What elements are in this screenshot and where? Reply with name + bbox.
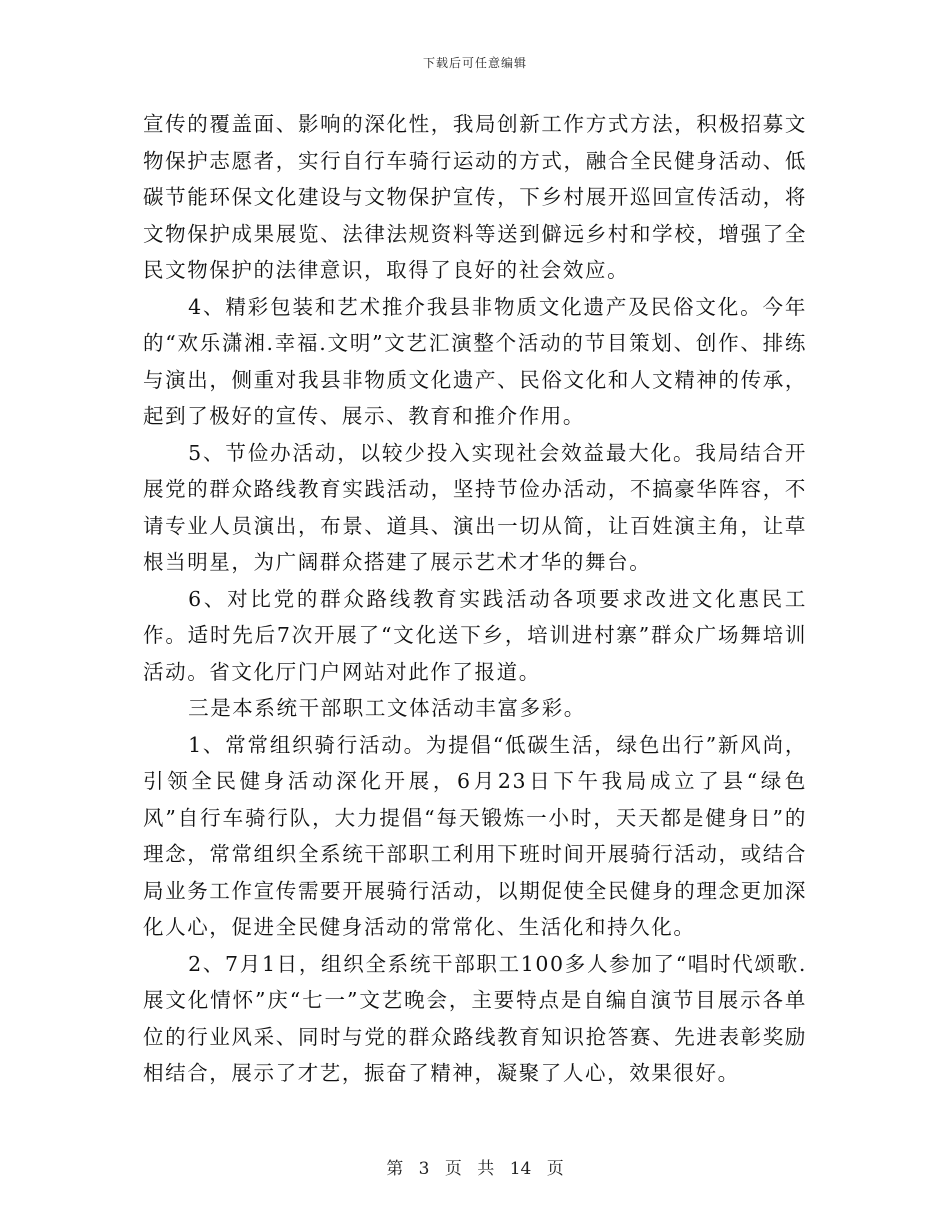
document-body bbox=[143, 106, 807, 1092]
section-heading-three: 三是本系统干部职工文体活动丰富多彩。 bbox=[188, 696, 586, 720]
page-header: 下载后可任意编辑 bbox=[422, 56, 527, 70]
current-page-number: 3 bbox=[418, 1159, 430, 1179]
paragraph-sub-item-2: 2、7月1日，组织全系统干部职工100多人参加了“唱时代颂歌.展文化情怀”庆“七一”文艺晚会，主要特点是自编自演节目展示各单位的行业风采、同时与党的群众路线教育知识抢答赛、先进表彰奖励相结合，展示了才艺，振奋了精神，凝聚了人心，效果很好。 bbox=[143, 951, 807, 1085]
total-pages-number: 14 bbox=[509, 1159, 532, 1179]
total-label: 共 bbox=[477, 1159, 495, 1179]
paragraph-item-5: 5、节俭办活动，以较少投入实现社会效益最大化。我局结合开展党的群众路线教育实践活动，坚持节俭办活动，不搞豪华阵容，不请专业人员演出，布景、道具、演出一切从简，让百姓演主角，让草根当明星，为广阔群众搭建了展示艺术才华的舞台。 bbox=[143, 440, 807, 574]
paragraph-item-4: 4、精彩包装和艺术推介我县非物质文化遗产及民俗文化。今年的“欢乐潇湘.幸福.文明”文艺汇演整个活动的节目策划、创作、排练与演出，侧重对我县非物质文化遗产、民俗文化和人文精神的传承，起到了极好的宣传、展示、教育和推介作用。 bbox=[143, 294, 807, 428]
page-label-prefix: 第 bbox=[386, 1159, 404, 1179]
page-footer bbox=[0, 1154, 950, 1179]
page-label-suffix: 页 bbox=[546, 1159, 564, 1179]
paragraph-item-6: 6、对比党的群众路线教育实践活动各项要求改进文化惠民工作。适时先后7次开展了“文化送下乡，培训进村寨”群众广场舞培训活动。省文化厅门户网站对此作了报道。 bbox=[143, 586, 807, 684]
paragraph-sub-item-1: 1、常常组织骑行活动。为提倡“低碳生活，绿色出行”新风尚，引领全民健身活动深化开展，6月23日下午我局成立了县“绿色风”自行车骑行队，大力提倡“每天锻炼一小时，天天都是健身日”的理念，常常组织全系统干部职工利用下班时间开展骑行活动，或结合局业务工作宣传需要开展骑行活动，以期促使全民健身的理念更加深化人心，促进全民健身活动的常常化、生活化和持久化。 bbox=[143, 732, 807, 939]
page-label-mid: 页 bbox=[444, 1159, 462, 1179]
paragraph-continuation: 宣传的覆盖面、影响的深化性，我局创新工作方式方法，积极招募文物保护志愿者，实行自行车骑行运动的方式，融合全民健身活动、低碳节能环保文化建设与文物保护宣传，下乡村展开巡回宣传活动，将文物保护成果展览、法律法规资料等送到僻远乡村和学校，增强了全民文物保护的法律意识，取得了良好的社会效应。 bbox=[143, 112, 807, 282]
